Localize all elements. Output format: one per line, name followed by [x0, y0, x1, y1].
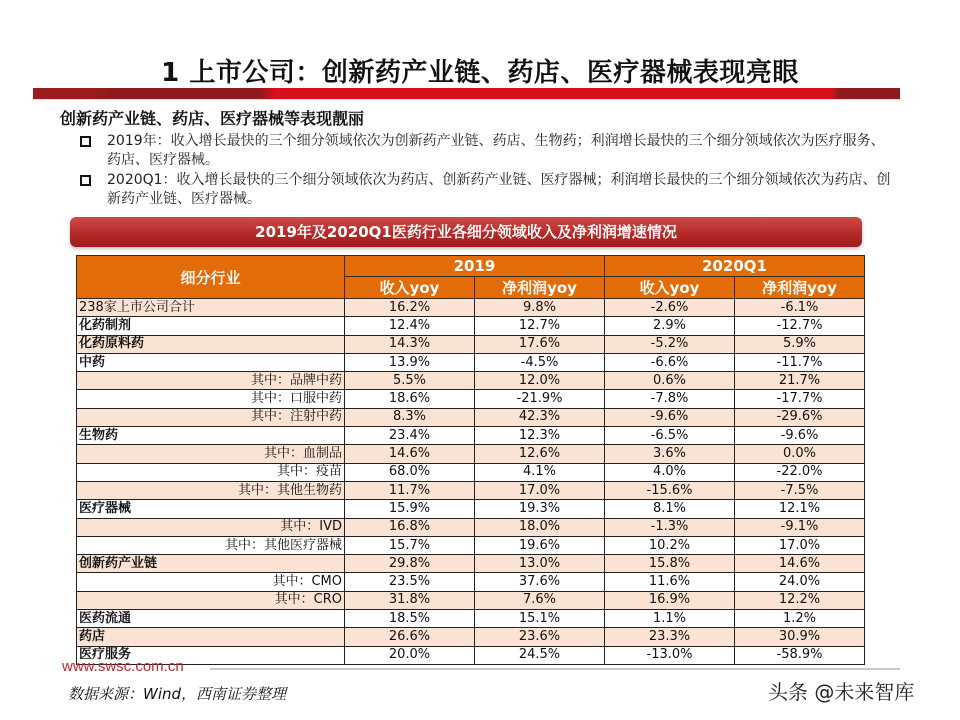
- revenue-2019-cell: 23.4%: [345, 427, 475, 445]
- profit-2020q1-cell: -29.6%: [735, 408, 865, 426]
- bullet-item: [78, 132, 898, 170]
- profit-2019-cell: 17.0%: [475, 481, 605, 499]
- profit-2019-cell: 4.1%: [475, 463, 605, 481]
- profit-2019-cell: -4.5%: [475, 353, 605, 371]
- footer-url: www.swsc.com.cn: [62, 658, 184, 675]
- revenue-2019-cell: 15.9%: [345, 500, 475, 518]
- profit-2019-cell: 9.8%: [475, 299, 605, 317]
- profit-2020q1-cell: 14.6%: [735, 555, 865, 573]
- profit-2020q1-cell: -17.7%: [735, 390, 865, 408]
- square-bullet-icon: [80, 175, 91, 186]
- profit-2020q1-cell: -11.7%: [735, 353, 865, 371]
- profit-2020q1-cell: -22.0%: [735, 463, 865, 481]
- revenue-2019-cell: 8.3%: [345, 408, 475, 426]
- bullet-text: 2019年：收入增长最快的三个细分领域依次为创新药产业链、药店、生物药；利润增长最快的三个细分领域依次为医疗服务、药店、医疗器械。: [107, 133, 885, 168]
- profit-2019-cell: 18.0%: [475, 518, 605, 536]
- table-row: [77, 610, 865, 628]
- revenue-2019-cell: 5.5%: [345, 372, 475, 390]
- revenue-2019-cell: 15.7%: [345, 536, 475, 554]
- segment-cell: 医疗器械: [77, 500, 345, 518]
- revenue-2020q1-cell: 11.6%: [605, 573, 735, 591]
- profit-2019-cell: 23.6%: [475, 628, 605, 646]
- segment-cell: 其中：口服中药: [77, 390, 345, 408]
- bullet-item: [78, 171, 898, 209]
- revenue-2020q1-cell: 4.0%: [605, 463, 735, 481]
- revenue-2019-cell: 20.0%: [345, 646, 475, 664]
- revenue-2020q1-cell: 0.6%: [605, 372, 735, 390]
- revenue-2020q1-cell: 15.8%: [605, 555, 735, 573]
- bullet-list: [78, 132, 898, 210]
- revenue-2019-cell: 13.9%: [345, 353, 475, 371]
- segment-cell: 医药流通: [77, 610, 345, 628]
- revenue-2020q1-cell: 16.9%: [605, 591, 735, 609]
- table-title-banner: 2019年及2020Q1医药行业各细分领域收入及净利润增速情况: [70, 217, 862, 247]
- profit-2019-cell: 37.6%: [475, 573, 605, 591]
- header-2019: 2019: [345, 256, 605, 277]
- profit-2020q1-cell: -6.1%: [735, 299, 865, 317]
- profit-2019-cell: 12.3%: [475, 427, 605, 445]
- profit-2020q1-cell: -7.5%: [735, 481, 865, 499]
- revenue-2019-cell: 18.6%: [345, 390, 475, 408]
- profit-2019-cell: 19.3%: [475, 500, 605, 518]
- revenue-2020q1-cell: -2.6%: [605, 299, 735, 317]
- revenue-2020q1-cell: -5.2%: [605, 335, 735, 353]
- table-row: [77, 555, 865, 573]
- revenue-2019-cell: 14.3%: [345, 335, 475, 353]
- profit-2020q1-cell: 5.9%: [735, 335, 865, 353]
- revenue-2020q1-cell: 3.6%: [605, 445, 735, 463]
- revenue-2020q1-cell: -13.0%: [605, 646, 735, 664]
- revenue-2020q1-cell: 1.1%: [605, 610, 735, 628]
- revenue-2019-cell: 29.8%: [345, 555, 475, 573]
- table-row: [77, 500, 865, 518]
- profit-2019-cell: 12.7%: [475, 317, 605, 335]
- revenue-2020q1-cell: 8.1%: [605, 500, 735, 518]
- table-row: [77, 628, 865, 646]
- profit-2020q1-cell: -12.7%: [735, 317, 865, 335]
- profit-2019-cell: 24.5%: [475, 646, 605, 664]
- revenue-2019-cell: 31.8%: [345, 591, 475, 609]
- table-row: [77, 536, 865, 554]
- revenue-2020q1-cell: 23.3%: [605, 628, 735, 646]
- segment-cell: 药店: [77, 628, 345, 646]
- revenue-2019-cell: 16.2%: [345, 299, 475, 317]
- profit-2020q1-cell: 21.7%: [735, 372, 865, 390]
- revenue-2019-cell: 12.4%: [345, 317, 475, 335]
- profit-2020q1-cell: -9.6%: [735, 427, 865, 445]
- table-row: [77, 372, 865, 390]
- segment-cell: 其中：其他医疗器械: [77, 536, 345, 554]
- segment-cell: 化药制剂: [77, 317, 345, 335]
- profit-2020q1-cell: 1.2%: [735, 610, 865, 628]
- profit-2020q1-cell: -9.1%: [735, 518, 865, 536]
- table-row: [77, 390, 865, 408]
- source-note: 数据来源：Wind，西南证券整理: [68, 685, 287, 703]
- header-2020q1: 2020Q1: [605, 256, 865, 277]
- table-row: [77, 591, 865, 609]
- profit-2019-cell: 13.0%: [475, 555, 605, 573]
- footer-divider: [210, 668, 900, 670]
- table-row: [77, 518, 865, 536]
- segment-cell: 其中：CMO: [77, 573, 345, 591]
- profit-2020q1-cell: -58.9%: [735, 646, 865, 664]
- revenue-2019-cell: 11.7%: [345, 481, 475, 499]
- segment-cell: 其中：注射中药: [77, 408, 345, 426]
- section-heading: 创新药产业链、药店、医疗器械等表现靓丽: [60, 109, 365, 128]
- revenue-2020q1-cell: -6.6%: [605, 353, 735, 371]
- revenue-2019-cell: 16.8%: [345, 518, 475, 536]
- revenue-2019-cell: 14.6%: [345, 445, 475, 463]
- page-title: 1 上市公司：创新药产业链、药店、医疗器械表现亮眼: [161, 58, 799, 88]
- table-row: [77, 353, 865, 371]
- header-revenue-yoy-2019: 收入yoy: [345, 277, 475, 299]
- table-row: [77, 317, 865, 335]
- revenue-2019-cell: 26.6%: [345, 628, 475, 646]
- table-row: [77, 408, 865, 426]
- segment-cell: 其中：血制品: [77, 445, 345, 463]
- profit-2019-cell: -21.9%: [475, 390, 605, 408]
- title-divider-bar: [33, 88, 900, 99]
- profit-2019-cell: 12.0%: [475, 372, 605, 390]
- profit-2019-cell: 17.6%: [475, 335, 605, 353]
- segment-cell: 其中：IVD: [77, 518, 345, 536]
- segment-cell: 化药原料药: [77, 335, 345, 353]
- table-row: [77, 427, 865, 445]
- revenue-2019-cell: 18.5%: [345, 610, 475, 628]
- segment-cell: 其中：CRO: [77, 591, 345, 609]
- segment-cell: 生物药: [77, 427, 345, 445]
- revenue-2020q1-cell: -7.8%: [605, 390, 735, 408]
- profit-2019-cell: 19.6%: [475, 536, 605, 554]
- table-row: [77, 646, 865, 664]
- segment-cell: 238家上市公司合计: [77, 299, 345, 317]
- profit-2020q1-cell: 0.0%: [735, 445, 865, 463]
- table-row: [77, 335, 865, 353]
- table-row: [77, 463, 865, 481]
- title-divider-rule: [33, 99, 900, 100]
- profit-2020q1-cell: 30.9%: [735, 628, 865, 646]
- revenue-2020q1-cell: 2.9%: [605, 317, 735, 335]
- profit-2020q1-cell: 12.2%: [735, 591, 865, 609]
- profit-2019-cell: 7.6%: [475, 591, 605, 609]
- revenue-2019-cell: 68.0%: [345, 463, 475, 481]
- profit-2020q1-cell: 24.0%: [735, 573, 865, 591]
- table-body: [77, 299, 865, 665]
- profit-2019-cell: 12.6%: [475, 445, 605, 463]
- segment-cell: 其中：其他生物药: [77, 481, 345, 499]
- segment-cell: 创新药产业链: [77, 555, 345, 573]
- bullet-text: 2020Q1：收入增长最快的三个细分领域依次为药店、创新药产业链、医疗器械；利润增长最快的三个细分领域依次为药店、创新药产业链、医疗器械。: [107, 172, 891, 207]
- watermark: 头条 @未来智库: [768, 680, 915, 704]
- header-profit-yoy-2019: 净利润yoy: [475, 277, 605, 299]
- header-segment: 细分行业: [77, 256, 345, 299]
- revenue-2020q1-cell: 10.2%: [605, 536, 735, 554]
- table-row: [77, 299, 865, 317]
- profit-2019-cell: 15.1%: [475, 610, 605, 628]
- revenue-2020q1-cell: -9.6%: [605, 408, 735, 426]
- table-row: [77, 481, 865, 499]
- table-row: [77, 573, 865, 591]
- revenue-2020q1-cell: -1.3%: [605, 518, 735, 536]
- segment-cell: 其中：品牌中药: [77, 372, 345, 390]
- revenue-2020q1-cell: -6.5%: [605, 427, 735, 445]
- segment-cell: 其中：疫苗: [77, 463, 345, 481]
- profit-2020q1-cell: 12.1%: [735, 500, 865, 518]
- profit-2020q1-cell: 17.0%: [735, 536, 865, 554]
- header-revenue-yoy-2020q1: 收入yoy: [605, 277, 735, 299]
- growth-table: [76, 255, 865, 665]
- table-row: [77, 445, 865, 463]
- square-bullet-icon: [80, 136, 91, 147]
- revenue-2020q1-cell: -15.6%: [605, 481, 735, 499]
- header-profit-yoy-2020q1: 净利润yoy: [735, 277, 865, 299]
- profit-2019-cell: 42.3%: [475, 408, 605, 426]
- segment-cell: 医疗服务: [77, 646, 345, 664]
- segment-cell: 中药: [77, 353, 345, 371]
- revenue-2019-cell: 23.5%: [345, 573, 475, 591]
